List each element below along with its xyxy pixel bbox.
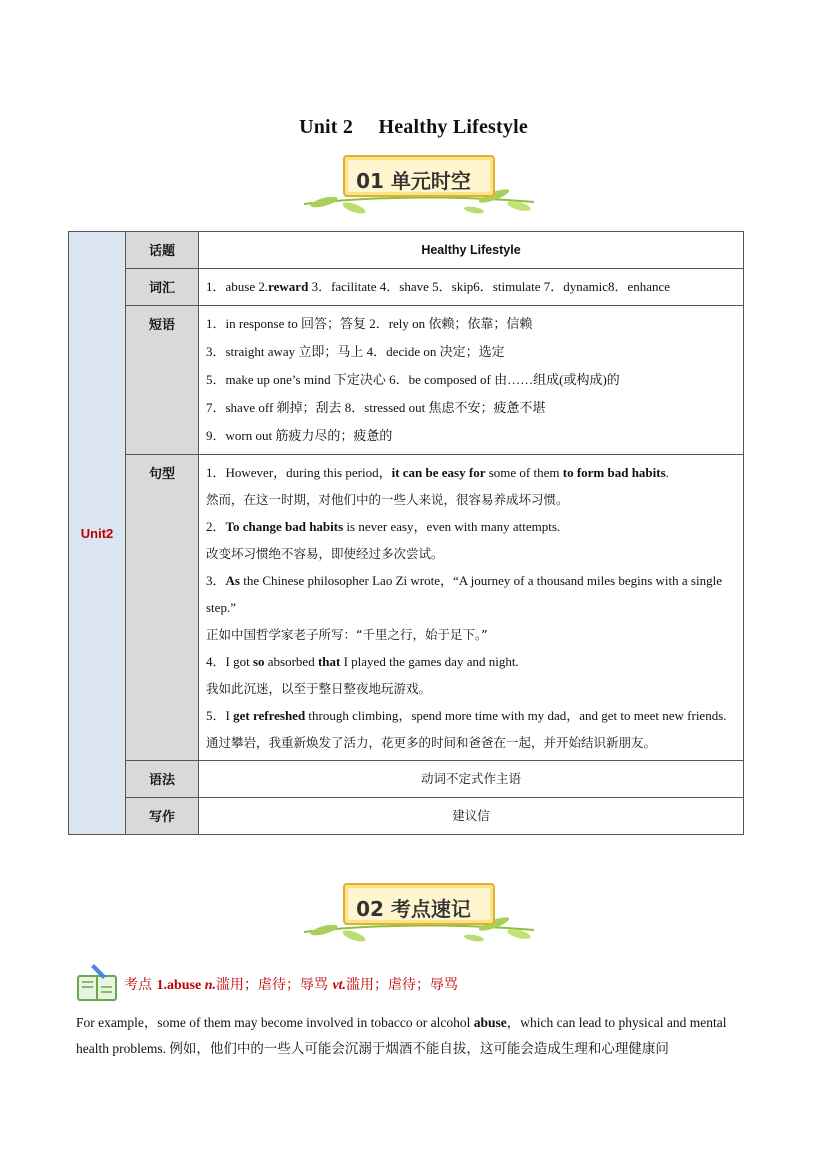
vocab-value: 1．abuse 2.reward 3．facilitate 4．shave 5．skip6．stimulate 7．dynamic8．enhance — [199, 269, 744, 306]
example-paragraph: For example，some of them may become involved in tobacco or alcohol abuse，which can lead to physical and mental health problems. 例如，他们中的一些人可能会沉溺于烟酒不能自拔，这可能会造成生理和心理健康问 — [76, 1015, 727, 1056]
kaodian-heading — [76, 962, 776, 1002]
topic-value: Healthy Lifestyle — [199, 232, 744, 269]
unit-overview-table — [68, 231, 744, 835]
vocab-label: 词汇 — [126, 269, 199, 306]
book-pencil-icon — [76, 962, 120, 1002]
banner-1-label: 01 单元时空 — [356, 169, 471, 193]
banner-2-label: 02 考点速记 — [356, 897, 471, 921]
grammar-label: 语法 — [126, 761, 199, 798]
phrase-item: 5．make up one’s mind 下定决心 6．be composed of 由……组成(或构成)的 — [206, 372, 620, 387]
phrase-item: 7．shave off 剃掉；刮去 8．stressed out 焦虑不安；疲惫不堪 — [206, 400, 546, 415]
sentence-translation: 然而，在这一时期，对他们中的一些人来说，很容易养成坏习惯。 — [206, 492, 569, 507]
writing-value: 建议信 — [199, 798, 744, 835]
page-title: Unit 2 Healthy Lifestyle — [299, 116, 528, 138]
topic-label: 话题 — [126, 232, 199, 269]
sentence-label: 句型 — [126, 455, 199, 761]
sentence-translation: 通过攀岩，我重新焕发了活力，花更多的时间和爸爸在一起，并开始结识新朋友。 — [206, 735, 657, 750]
phrase-list — [199, 306, 744, 455]
phrase-item: 1．in response to 回答；答复 2．rely on 依赖；依靠；信赖 — [206, 316, 533, 331]
writing-label: 写作 — [126, 798, 199, 835]
sentence-translation: 我如此沉迷，以至于整日整夜地玩游戏。 — [206, 681, 432, 696]
unit-cell: Unit2 — [69, 232, 126, 835]
kaodian-title: 考点 1.abuse n.滥用；虐待；辱骂 vt.滥用；虐待；辱骂 — [124, 977, 459, 993]
phrase-item: 9．worn out 筋疲力尽的；疲惫的 — [206, 428, 393, 443]
phrase-item: 3．straight away 立即；马上 4．decide on 决定；选定 — [206, 344, 505, 359]
sentence-item: 5．I get refreshed through climbing，spend more time with my dad，and get to meet new friends. — [206, 708, 727, 723]
grammar-value: 动词不定式作主语 — [199, 761, 744, 798]
sentence-translation: 正如中国哲学家老子所写：“千里之行，始于足下。” — [206, 627, 488, 642]
sentence-item: 1．However，during this period，it can be easy for some of them to form bad habits. — [206, 465, 669, 480]
sentence-item: 3．As the Chinese philosopher Lao Zi wrote，“A journey of a thousand miles begins with a single step.” — [206, 573, 722, 615]
sentence-item: 2．To change bad habits is never easy，even with many attempts. — [206, 519, 561, 534]
sentence-item: 4．I got so absorbed that I played the games day and night. — [206, 654, 519, 669]
sentence-list — [199, 455, 744, 761]
sentence-translation: 改变坏习惯绝不容易，即使经过多次尝试。 — [206, 546, 444, 561]
phrase-label: 短语 — [126, 306, 199, 455]
